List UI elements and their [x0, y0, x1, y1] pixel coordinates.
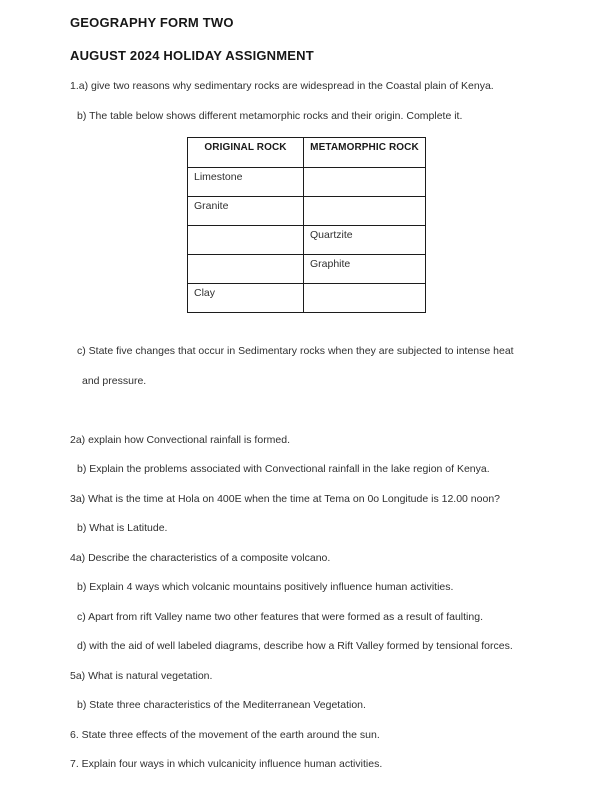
question-2a: 2a) explain how Convectional rainfall is formed.	[70, 433, 291, 446]
question-1c-line2: and pressure.	[82, 374, 147, 387]
table-cell-original-5: Clay	[188, 284, 304, 313]
question-5a: 5a) What is natural vegetation.	[70, 669, 213, 682]
table-cell-metamorphic-3: Quartzite	[304, 226, 426, 255]
question-6: 6. State three effects of the movement of the earth around the sun.	[70, 728, 380, 741]
document-title: GEOGRAPHY FORM TWO	[70, 15, 234, 30]
table-cell-metamorphic-4: Graphite	[304, 255, 426, 284]
question-5b: b) State three characteristics of the Mediterranean Vegetation.	[77, 699, 366, 711]
question-1c-line1: c) State five changes that occur in Sedimentary rocks when they are subjected to intense heat	[77, 345, 514, 357]
table-row-quartzite	[188, 226, 426, 255]
table-row-limestone	[188, 168, 426, 197]
question-4c: c) Apart from rift Valley name two other features that were formed as a result of faulting.	[77, 610, 483, 623]
table-header-row	[188, 138, 426, 168]
table-row-granite	[188, 197, 426, 226]
document-subtitle: AUGUST 2024 HOLIDAY ASSIGNMENT	[70, 48, 314, 63]
question-3b: b) What is Latitude.	[77, 522, 168, 534]
table-cell-metamorphic-2	[304, 197, 426, 226]
table-cell-original-4	[188, 255, 304, 284]
question-2b: b) Explain the problems associated with Convectional rainfall in the lake region of Kenya.	[77, 463, 490, 475]
table-cell-original-1: Limestone	[188, 168, 304, 197]
table-row-clay	[188, 284, 426, 313]
table-header-original-rock: ORIGINAL ROCK	[188, 138, 304, 168]
question-4b: b) Explain 4 ways which volcanic mountains positively influence human activities.	[77, 581, 454, 593]
table-row-graphite	[188, 255, 426, 284]
table-cell-original-2: Granite	[188, 197, 304, 226]
question-4a: 4a) Describe the characteristics of a composite volcano.	[70, 551, 331, 564]
table-header-metamorphic-rock: METAMORPHIC ROCK	[304, 138, 426, 168]
question-4d: d) with the aid of well labeled diagrams, describe how a Rift Valley formed by tensional forces.	[77, 640, 513, 652]
question-3a: 3a) What is the time at Hola on 400E when the time at Tema on 0o Longitude is 12.00 noon?	[70, 492, 500, 505]
question-7: 7. Explain four ways in which vulcanicity influence human activities.	[70, 758, 383, 770]
question-1b: b) The table below shows different metamorphic rocks and their origin. Complete it.	[77, 109, 463, 122]
table-cell-metamorphic-1	[304, 168, 426, 197]
table-cell-original-3	[188, 226, 304, 255]
metamorphic-rocks-table	[187, 137, 426, 313]
question-1a: 1.a) give two reasons why sedimentary rocks are widespread in the Coastal plain of Kenya.	[70, 80, 494, 92]
table-cell-metamorphic-5	[304, 284, 426, 313]
